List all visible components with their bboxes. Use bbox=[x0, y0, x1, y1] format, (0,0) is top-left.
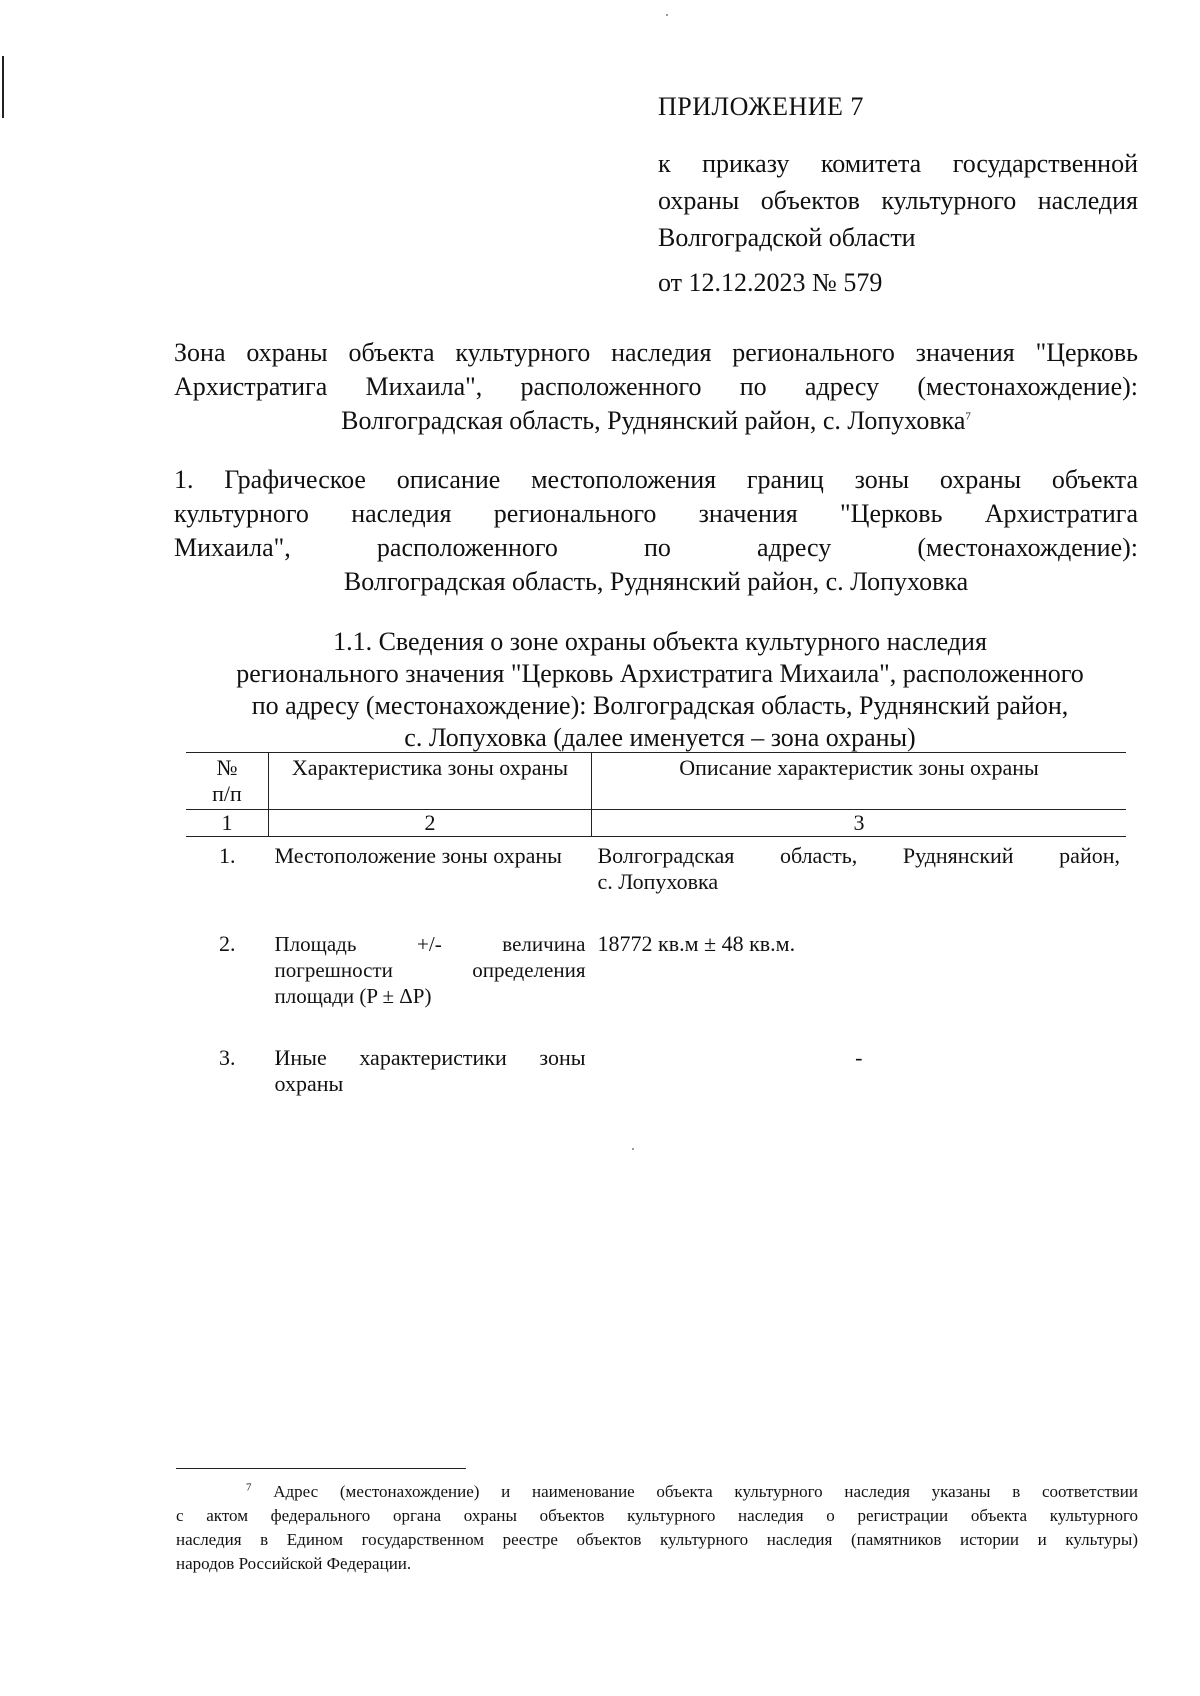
document-title bbox=[174, 336, 1138, 438]
scan-edge-mark bbox=[2, 56, 4, 118]
row-description: - bbox=[855, 1045, 863, 1070]
subsection-line-2: регионального значения "Церковь Архистратига Михаила", расположенного bbox=[236, 659, 1084, 688]
header-description: Описание характеристик зоны охраны bbox=[592, 753, 1127, 810]
section-1-line-1: 1. Графическое описание местоположения границ зоны охраны объекта bbox=[174, 465, 1138, 494]
subsection-heading bbox=[190, 626, 1130, 754]
column-number: 2 bbox=[269, 810, 592, 837]
section-1-line-3: Михаила", расположенного по адресу (местонахождение): bbox=[174, 533, 1138, 562]
table-header-row bbox=[186, 753, 1126, 810]
row-description: 18772 кв.м ± 48 кв.м. bbox=[597, 931, 796, 956]
footnote-line-4: народов Российской Федерации. bbox=[176, 1554, 412, 1573]
table-row bbox=[186, 925, 1126, 1039]
section-1-heading bbox=[174, 463, 1138, 599]
section-1-line-4: Волгоградская область, Руднянский район, с. Лопуховка bbox=[343, 567, 969, 596]
footnote-separator bbox=[176, 1468, 466, 1469]
scan-dot bbox=[666, 14, 668, 16]
footnote-line-3: наследия в Едином государственном реестре объектов культурного наследия (памятников истории и культуры) bbox=[176, 1530, 1138, 1549]
subsection-line-1: 1.1. Сведения о зоне охраны объекта культурного наследия bbox=[333, 627, 987, 656]
subsection-line-3: по адресу (местонахождение): Волгоградская область, Руднянский район, bbox=[251, 691, 1069, 720]
row-description: Волгоградская область, Руднянский район, с. Лопуховка bbox=[597, 843, 1120, 894]
row-characteristic: Местоположение зоны охраны bbox=[274, 843, 562, 868]
header-characteristic: Характеристика зоны охраны bbox=[269, 753, 592, 810]
column-number: 3 bbox=[592, 810, 1127, 837]
row-number: 1. bbox=[219, 843, 236, 868]
scan-dot bbox=[632, 1148, 634, 1150]
column-number: 1 bbox=[186, 810, 269, 837]
row-number: 3. bbox=[219, 1045, 236, 1070]
row-number: 2. bbox=[219, 931, 236, 956]
order-line-1: к приказу комитета государственной bbox=[658, 149, 1138, 178]
row-characteristic: Площадь +/- величина погрешности определения площади (P ± ΔP) bbox=[274, 932, 586, 1008]
table-row bbox=[186, 1039, 1126, 1127]
title-line-3: Волгоградская область, Руднянский район, с. Лопуховка$^7$ bbox=[341, 406, 971, 435]
order-date-number: от 12.12.2023 № 579 bbox=[658, 268, 883, 297]
title-line-1: Зона охраны объекта культурного наследия регионального значения "Церковь bbox=[174, 338, 1138, 367]
column-number-row bbox=[186, 810, 1126, 837]
title-line-2: Архистратига Михаила", расположенного по адресу (местонахождение): bbox=[174, 372, 1138, 401]
order-line-2: охраны объектов культурного наследия bbox=[658, 186, 1138, 215]
zone-characteristics-table bbox=[186, 753, 1126, 1127]
appendix-title: ПРИЛОЖЕНИЕ 7 bbox=[658, 92, 864, 121]
section-1-line-2: культурного наследия регионального значения "Церковь Архистратига bbox=[174, 499, 1138, 528]
footnote-line-1: $^7$ Адрес (местонахождение) и наименование объекта культурного наследия указаны в соответствии bbox=[246, 1481, 1139, 1501]
footnote-line-2: с актом федерального органа охраны объектов культурного наследия о регистрации объекта культурного bbox=[176, 1506, 1138, 1525]
appendix-order-reference bbox=[658, 145, 1138, 256]
subsection-line-4: с. Лопуховка (далее именуется – зона охраны) bbox=[404, 723, 916, 752]
footnote-marker: 7 bbox=[246, 1481, 252, 1494]
table-row bbox=[186, 837, 1126, 926]
footnote-reference[interactable]: 7 bbox=[965, 410, 971, 423]
header-number: № п/п bbox=[186, 753, 269, 810]
footnote bbox=[176, 1480, 1138, 1576]
row-characteristic: Иные характеристики зоны охраны bbox=[274, 1045, 586, 1096]
order-line-3: Волгоградской области bbox=[658, 223, 916, 252]
